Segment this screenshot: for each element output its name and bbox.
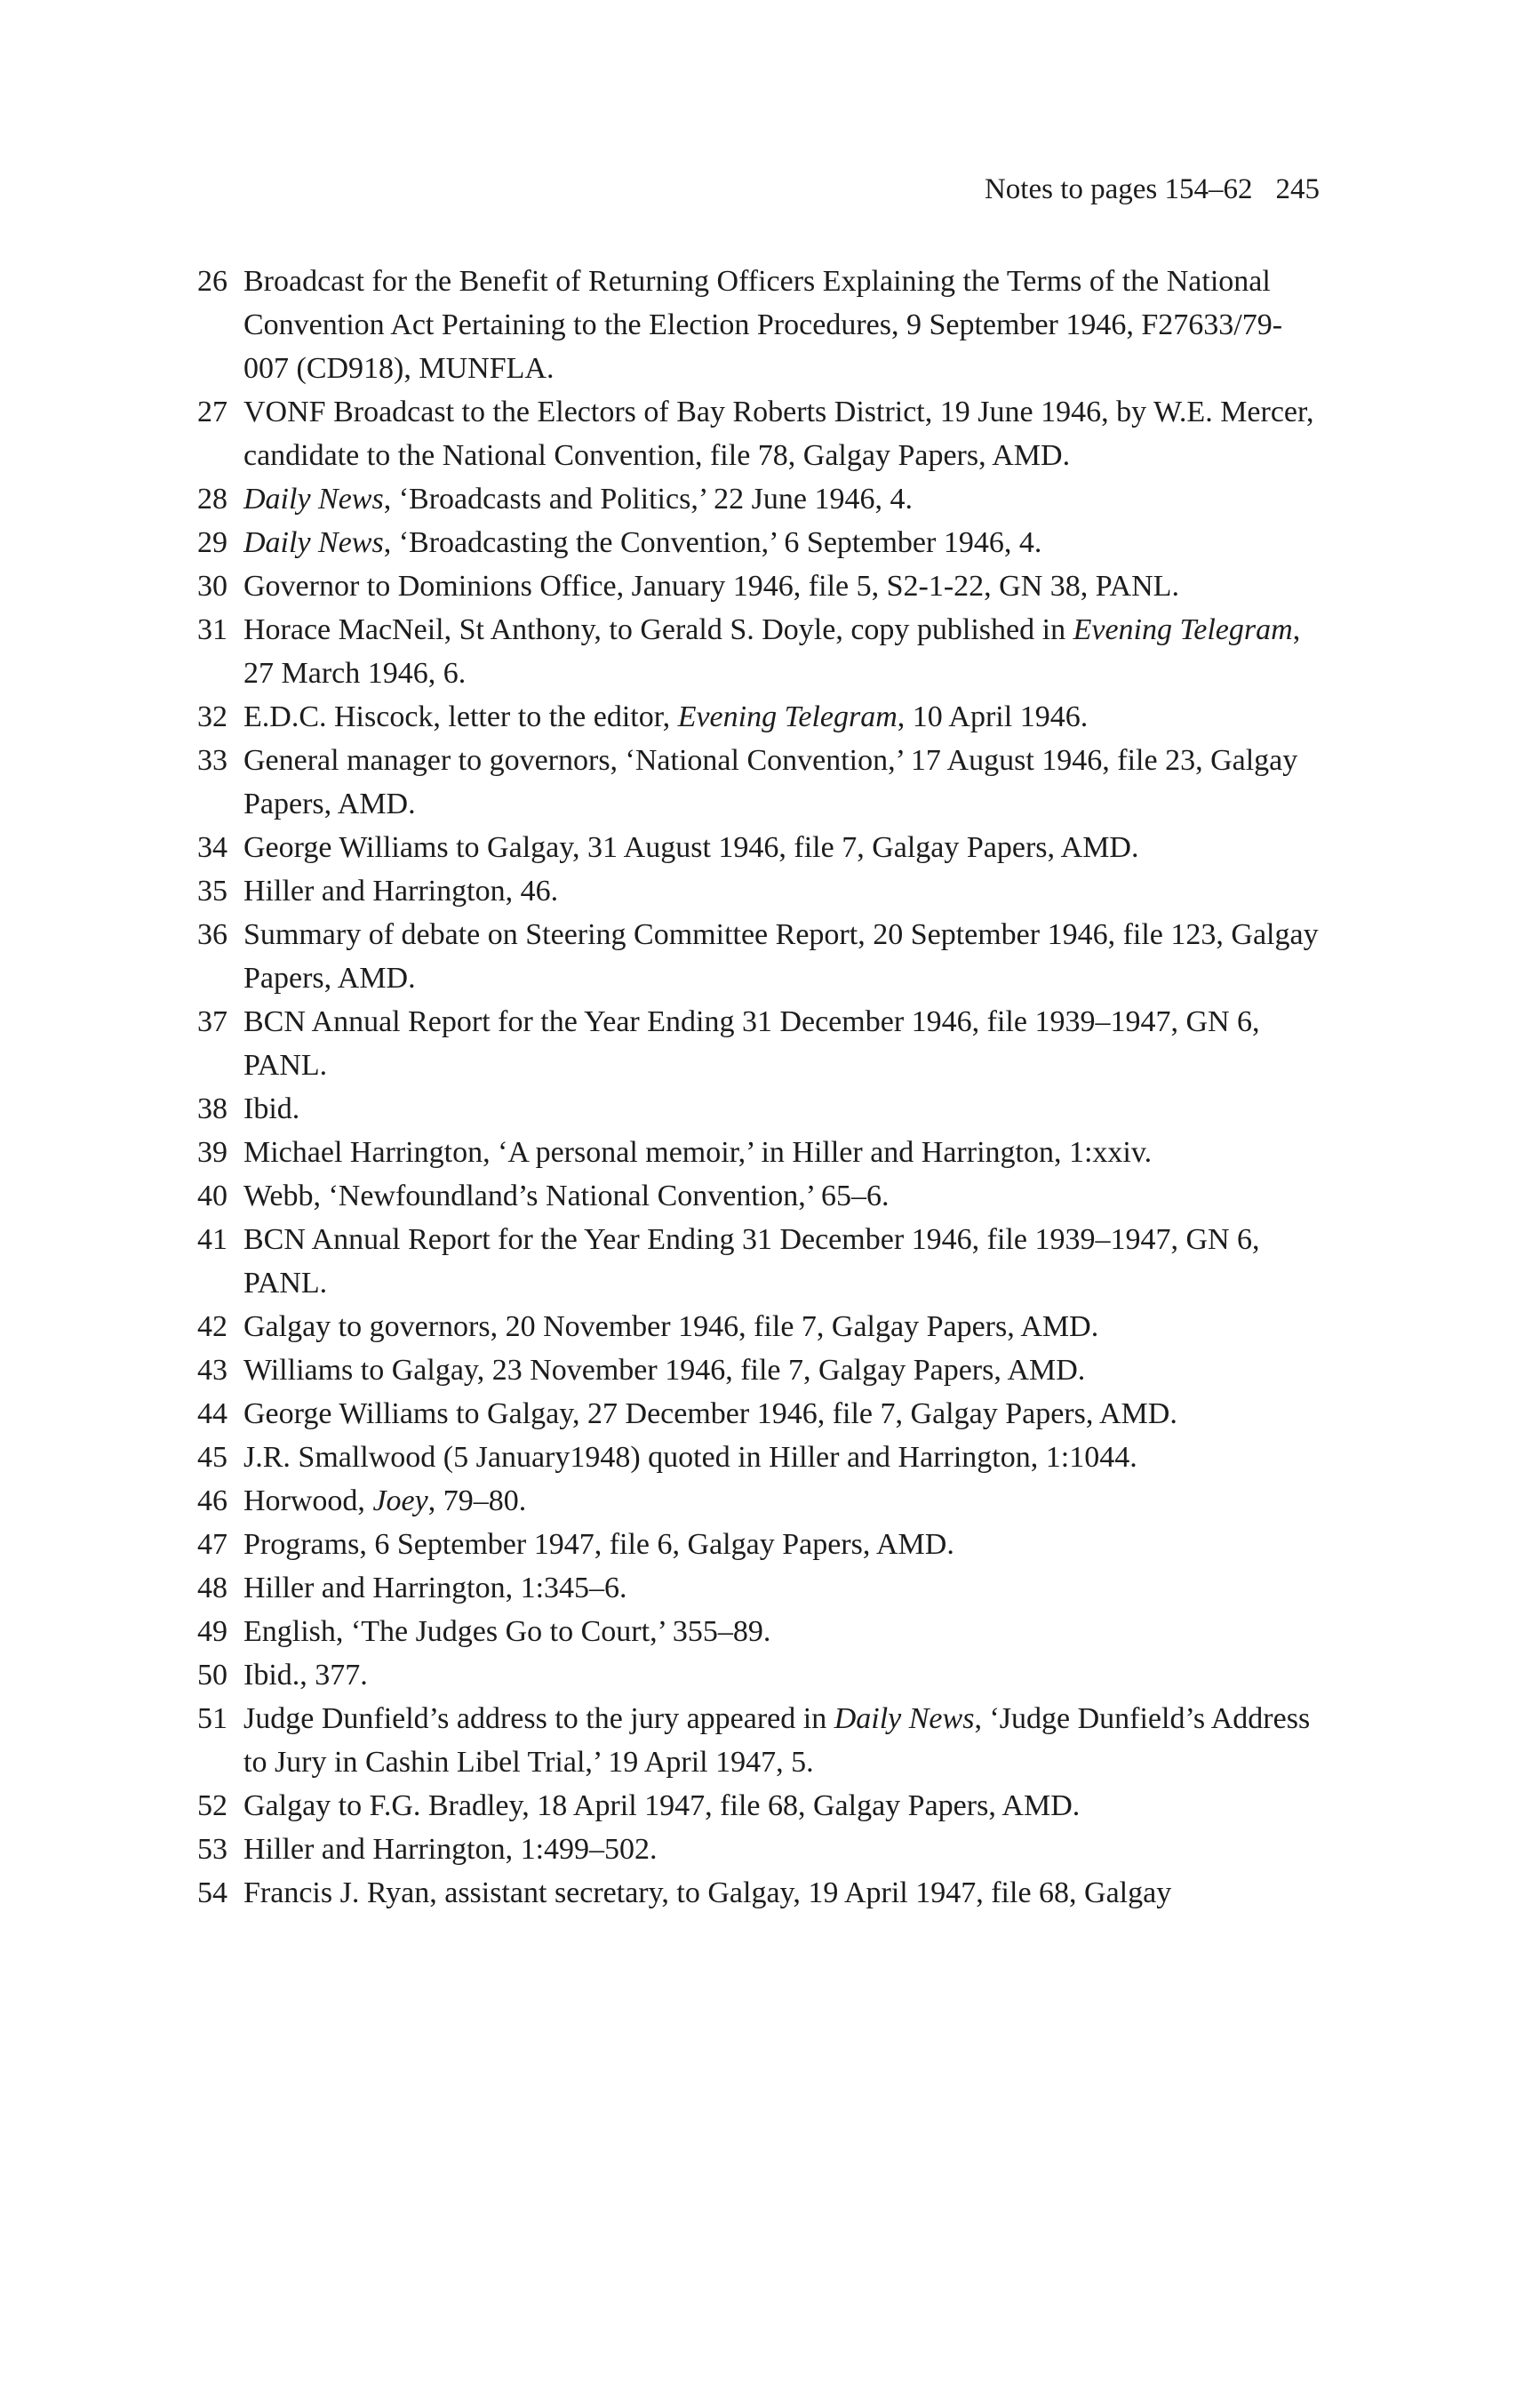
endnote-number: 28 <box>197 483 227 516</box>
text-run: Horace MacNeil, St Anthony, to Gerald S. Doyle, copy published in <box>243 613 1073 646</box>
text-run: Galgay to governors, 20 November 1946, file 7, Galgay Papers, AMD. <box>243 1310 1099 1343</box>
endnote <box>197 695 1321 739</box>
text-run: , ‘Judge Dunfield’s Address to Jury in Cashin Libel Trial,’ 19 April 1947, 5. <box>243 1702 1311 1779</box>
endnote-text <box>243 1566 1321 1610</box>
endnote-text <box>243 695 1321 739</box>
endnote <box>197 521 1321 564</box>
endnote-text <box>243 1305 1321 1348</box>
endnote-text <box>243 477 1321 521</box>
endnote <box>197 1131 1321 1174</box>
endnote-text <box>243 1218 1321 1305</box>
text-run: Summary of debate on Steering Committee Report, 20 September 1946, file 123, Galgay Papers, AMD. <box>243 918 1319 995</box>
endnote <box>197 390 1321 477</box>
endnote <box>197 1828 1321 1871</box>
text-run: English, ‘The Judges Go to Court,’ 355–89. <box>243 1615 771 1648</box>
endnote-text <box>243 1784 1321 1828</box>
endnote-text <box>243 1610 1321 1653</box>
italic-title: Evening Telegram <box>677 700 898 733</box>
running-head-title: Notes to pages 154–62 <box>984 173 1253 205</box>
text-run: General manager to governors, ‘National Convention,’ 17 August 1946, file 23, Galgay Papers, AMD. <box>243 744 1298 820</box>
endnote <box>197 1392 1321 1436</box>
italic-title: Daily News <box>243 483 384 516</box>
endnote-text <box>243 564 1321 608</box>
italic-title: Evening Telegram <box>1073 613 1293 646</box>
endnote-number: 40 <box>197 1180 227 1212</box>
running-head <box>985 172 1320 207</box>
endnote-number: 36 <box>197 918 227 951</box>
endnote-number: 45 <box>197 1441 227 1474</box>
endnote-number: 54 <box>197 1876 227 1909</box>
endnote-text <box>243 260 1321 390</box>
text-run: Judge Dunfield’s address to the jury appeared in <box>243 1702 834 1735</box>
text-run: J.R. Smallwood (5 January1948) quoted in Hiller and Harrington, 1:1044. <box>243 1441 1137 1474</box>
endnote-text <box>243 1871 1321 1915</box>
text-run: BCN Annual Report for the Year Ending 31 December 1946, file 1939–1947, GN 6, PANL. <box>243 1005 1260 1082</box>
endnote-number: 30 <box>197 570 227 603</box>
endnote <box>197 1348 1321 1392</box>
text-run: Hiller and Harrington, 1:345–6. <box>243 1572 627 1604</box>
endnotes-list <box>197 260 1321 1915</box>
endnote-text <box>243 1697 1321 1784</box>
text-run: George Williams to Galgay, 31 August 1946, file 7, Galgay Papers, AMD. <box>243 831 1139 864</box>
endnote-text <box>243 521 1321 564</box>
endnote-text <box>243 1653 1321 1697</box>
text-run: Ibid. <box>243 1092 300 1125</box>
endnote-number: 27 <box>197 396 227 428</box>
endnote <box>197 1871 1321 1915</box>
text-run: Galgay to F.G. Bradley, 18 April 1947, file 68, Galgay Papers, AMD. <box>243 1789 1081 1822</box>
endnote-text <box>243 1479 1321 1523</box>
text-run: George Williams to Galgay, 27 December 1946, file 7, Galgay Papers, AMD. <box>243 1397 1177 1430</box>
endnote-number: 43 <box>197 1354 227 1387</box>
endnote-number: 33 <box>197 744 227 777</box>
endnote-number: 47 <box>197 1528 227 1561</box>
endnote-text <box>243 1828 1321 1871</box>
endnote-text <box>243 1523 1321 1566</box>
text-run: Williams to Galgay, 23 November 1946, file 7, Galgay Papers, AMD. <box>243 1354 1086 1387</box>
endnote <box>197 608 1321 695</box>
endnote-text <box>243 608 1321 695</box>
endnote <box>197 739 1321 826</box>
endnote <box>197 1087 1321 1131</box>
endnote-number: 46 <box>197 1484 227 1517</box>
endnote <box>197 826 1321 869</box>
endnote-text <box>243 869 1321 913</box>
endnote-number: 50 <box>197 1659 227 1692</box>
text-run: , 27 March 1946, 6. <box>243 613 1301 690</box>
endnote <box>197 260 1321 390</box>
endnote-text <box>243 390 1321 477</box>
italic-title: Daily News <box>834 1702 975 1735</box>
endnote-text <box>243 826 1321 869</box>
endnote-text <box>243 1436 1321 1479</box>
endnote-text <box>243 1087 1321 1131</box>
endnote-number: 53 <box>197 1833 227 1866</box>
endnote-number: 42 <box>197 1310 227 1343</box>
text-run: BCN Annual Report for the Year Ending 31 December 1946, file 1939–1947, GN 6, PANL. <box>243 1223 1260 1300</box>
text-run: Michael Harrington, ‘A personal memoir,’ in Hiller and Harrington, 1:xxiv. <box>243 1136 1153 1169</box>
italic-title: Daily News <box>243 526 384 559</box>
text-run: Hiller and Harrington, 1:499–502. <box>243 1833 658 1866</box>
endnote-text <box>243 1392 1321 1436</box>
endnote-text <box>243 1174 1321 1218</box>
endnote-number: 37 <box>197 1005 227 1038</box>
endnote-number: 34 <box>197 831 227 864</box>
text-run: Horwood, <box>243 1484 373 1517</box>
endnote <box>197 1174 1321 1218</box>
endnote-number: 51 <box>197 1702 227 1735</box>
endnote <box>197 1653 1321 1697</box>
text-run: E.D.C. Hiscock, letter to the editor, <box>243 700 678 733</box>
endnote-number: 39 <box>197 1136 227 1169</box>
endnote <box>197 564 1321 608</box>
endnote-number: 48 <box>197 1572 227 1604</box>
italic-title: Joey <box>372 1484 428 1517</box>
endnote <box>197 1784 1321 1828</box>
page-number: 245 <box>1275 173 1320 205</box>
endnote-text <box>243 913 1321 1000</box>
endnote <box>197 1218 1321 1305</box>
endnote <box>197 477 1321 521</box>
endnote <box>197 1697 1321 1784</box>
endnote-number: 49 <box>197 1615 227 1648</box>
endnote-text <box>243 739 1321 826</box>
endnote-number: 44 <box>197 1397 227 1430</box>
text-run: Webb, ‘Newfoundland’s National Convention,’ 65–6. <box>243 1180 890 1212</box>
text-run: Hiller and Harrington, 46. <box>243 875 559 908</box>
endnote-number: 41 <box>197 1223 227 1256</box>
endnote-text <box>243 1348 1321 1392</box>
text-run: , 10 April 1946. <box>897 700 1089 733</box>
text-run: Ibid., 377. <box>243 1659 368 1692</box>
endnote <box>197 1566 1321 1610</box>
text-run: Broadcast for the Benefit of Returning Officers Explaining the Terms of the National Convention Act Pertaining to the Election Procedures, 9 September 1946, F27633/79-007 (CD918), MUNFLA. <box>243 265 1283 385</box>
endnote-number: 26 <box>197 265 227 298</box>
endnote <box>197 1305 1321 1348</box>
endnote-number: 35 <box>197 875 227 908</box>
endnote <box>197 1610 1321 1653</box>
endnote <box>197 1436 1321 1479</box>
endnote <box>197 913 1321 1000</box>
endnote <box>197 869 1321 913</box>
endnote-number: 38 <box>197 1092 227 1125</box>
text-run: , ‘Broadcasting the Convention,’ 6 September 1946, 4. <box>383 526 1042 559</box>
text-run: Francis J. Ryan, assistant secretary, to Galgay, 19 April 1947, file 68, Galgay <box>243 1876 1172 1909</box>
endnote-number: 32 <box>197 700 227 733</box>
text-run: , 79–80. <box>427 1484 527 1517</box>
endnote <box>197 1523 1321 1566</box>
text-run: Programs, 6 September 1947, file 6, Galgay Papers, AMD. <box>243 1528 954 1561</box>
text-run: , ‘Broadcasts and Politics,’ 22 June 1946, 4. <box>383 483 913 516</box>
endnote <box>197 1000 1321 1087</box>
text-run: VONF Broadcast to the Electors of Bay Roberts District, 19 June 1946, by W.E. Mercer, candidate to the National Convention, file 78, Galgay Papers, AMD. <box>243 396 1314 472</box>
endnote-number: 29 <box>197 526 227 559</box>
endnote <box>197 1479 1321 1523</box>
endnote-text <box>243 1000 1321 1087</box>
endnote-text <box>243 1131 1321 1174</box>
text-run: Governor to Dominions Office, January 1946, file 5, S2-1-22, GN 38, PANL. <box>243 570 1179 603</box>
endnote-number: 52 <box>197 1789 227 1822</box>
endnote-number: 31 <box>197 613 227 646</box>
